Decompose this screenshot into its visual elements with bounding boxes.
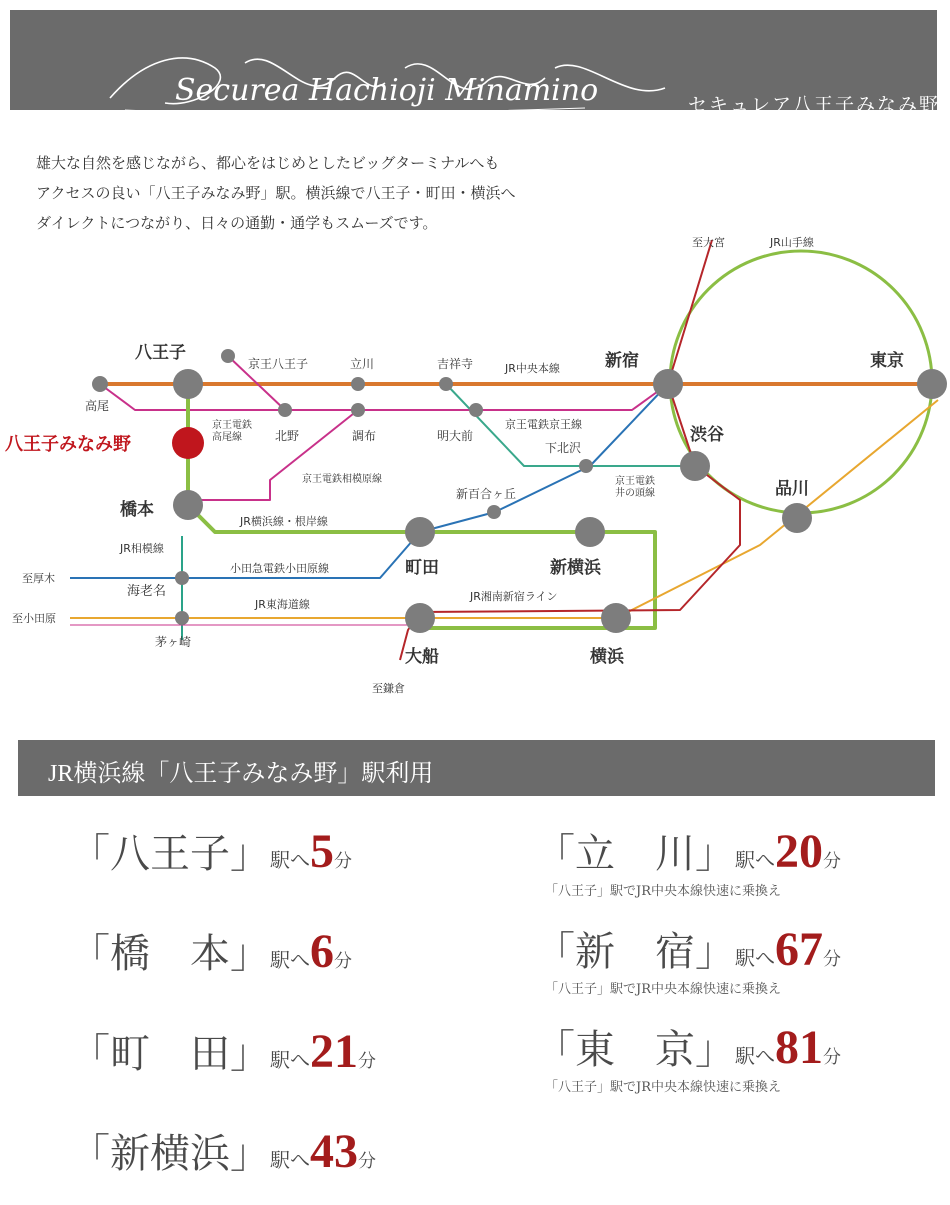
minutes-unit: 分 bbox=[823, 1047, 841, 1068]
label-shinjuku: 新宿 bbox=[605, 351, 639, 371]
label-dir-kamakura: 至鎌倉 bbox=[372, 682, 405, 695]
label-ebina: 海老名 bbox=[127, 584, 167, 599]
chigasaki-station bbox=[175, 611, 189, 625]
machida-station bbox=[405, 517, 435, 547]
label-jr-yokohama: JR横浜線・根岸線 bbox=[240, 515, 328, 528]
minutes-unit: 分 bbox=[358, 1151, 376, 1172]
label-chigasaki: 茅ヶ崎 bbox=[155, 635, 192, 649]
label-meidaimae: 明大前 bbox=[437, 429, 474, 443]
eki-label: 駅へ bbox=[735, 946, 775, 970]
minutes-unit: 分 bbox=[358, 1051, 376, 1072]
hachioji-minamino-station bbox=[172, 427, 204, 459]
label-dir-atsugi: 至厚木 bbox=[22, 572, 55, 585]
chofu-station bbox=[351, 403, 365, 417]
minutes-unit: 分 bbox=[823, 851, 841, 872]
yokohama-station bbox=[601, 603, 631, 633]
shin-yokohama-station bbox=[575, 517, 605, 547]
label-keio-takao: 高尾線 bbox=[212, 432, 242, 443]
label-shinyurigaoka: 新百合ヶ丘 bbox=[456, 487, 517, 501]
station-name: 「新横浜」 bbox=[70, 1131, 270, 1177]
station-name: 「橋 本」 bbox=[70, 931, 270, 977]
intro-line-3: ダイレクトにつながり、日々の通勤・通学もスムーズです。 bbox=[36, 214, 438, 232]
label-tokyo: 東京 bbox=[870, 351, 904, 371]
transfer-note: 「八王子」駅でJR中央本線快速に乗換え bbox=[545, 1080, 781, 1095]
access-item-right-1 bbox=[535, 920, 841, 977]
transfer-note: 「八王子」駅でJR中央本線快速に乗換え bbox=[545, 884, 781, 899]
takao-station bbox=[92, 376, 108, 392]
label-odakyu: 小田急電鉄小田原線 bbox=[230, 562, 329, 575]
route-map bbox=[0, 220, 950, 700]
eki-label: 駅へ bbox=[270, 948, 310, 972]
eki-label: 駅へ bbox=[270, 848, 310, 872]
label-keio-keio: 京王電鉄京王線 bbox=[505, 418, 582, 431]
label-hashimoto: 橋本 bbox=[120, 500, 154, 520]
label-jr-shonan: JR湘南新宿ライン bbox=[470, 590, 558, 603]
kitano-station bbox=[278, 403, 292, 417]
label-tachikawa: 立川 bbox=[350, 357, 375, 371]
minutes-value: 43 bbox=[310, 1125, 358, 1178]
title-jp: セキュレア八王子みなみ野 bbox=[688, 94, 941, 116]
access-item-left-2 bbox=[70, 1022, 376, 1079]
label-keio-inokashira: 井の頭線 bbox=[615, 488, 655, 499]
access-item-right-0 bbox=[535, 822, 841, 879]
minutes-unit: 分 bbox=[334, 951, 352, 972]
jr-yokohama-line bbox=[188, 384, 655, 628]
label-hachioji-minamino: 八王子みなみ野 bbox=[5, 434, 131, 455]
label-chofu: 調布 bbox=[352, 429, 377, 443]
shibuya-station bbox=[680, 451, 710, 481]
label-jr-yamanote: JR山手線 bbox=[770, 236, 814, 249]
minutes-value: 67 bbox=[775, 923, 823, 976]
transfer-note: 「八王子」駅でJR中央本線快速に乗換え bbox=[545, 982, 781, 997]
ebina-station bbox=[175, 571, 189, 585]
eki-label: 駅へ bbox=[270, 1048, 310, 1072]
label-keio-sagamihara: 京王電鉄相模原線 bbox=[302, 474, 382, 485]
script-logo bbox=[105, 38, 675, 118]
intro-line-2: アクセスの良い「八王子みなみ野」駅。横浜線で八王子・町田・横浜へ bbox=[36, 184, 516, 202]
shinyurigaoka-station bbox=[487, 505, 501, 519]
station-name: 「立 川」 bbox=[535, 831, 735, 877]
label-jr-sagami: JR相模線 bbox=[120, 542, 164, 555]
label-shin-yokohama: 新横浜 bbox=[550, 558, 601, 578]
eki-label: 駅へ bbox=[735, 848, 775, 872]
label-shimokitazawa: 下北沢 bbox=[545, 441, 582, 455]
station-name: 「東 京」 bbox=[535, 1027, 735, 1073]
logo-text: Securea Hachioji Minamino bbox=[175, 73, 599, 108]
label-kichijoji: 吉祥寺 bbox=[437, 357, 474, 371]
minutes-value: 21 bbox=[310, 1025, 358, 1078]
label-dir-omiya: 至大宮 bbox=[692, 236, 725, 249]
label-machida: 町田 bbox=[405, 558, 439, 578]
label-keio-hachioji: 京王八王子 bbox=[248, 357, 309, 371]
station-name: 「町 田」 bbox=[70, 1031, 270, 1077]
station-name: 「新 宿」 bbox=[535, 929, 735, 975]
label-jr-tokaido: JR東海道線 bbox=[255, 598, 310, 611]
label-dir-odawara: 至小田原 bbox=[12, 612, 56, 625]
access-item-left-3 bbox=[70, 1122, 376, 1179]
hachioji-station bbox=[173, 369, 203, 399]
tokyo-station bbox=[917, 369, 947, 399]
label-takao: 高尾 bbox=[85, 399, 110, 413]
access-item-left-1 bbox=[70, 922, 352, 979]
label-keio-inokashira: 京王電鉄 bbox=[615, 476, 655, 487]
shimokitazawa-station bbox=[579, 459, 593, 473]
access-title: JR横浜線「八王子みなみ野」駅利用 bbox=[48, 761, 434, 787]
access-title-bar bbox=[18, 740, 935, 796]
label-ofuna: 大船 bbox=[405, 647, 439, 667]
keio-hachioji-station bbox=[221, 349, 235, 363]
hashimoto-station bbox=[173, 490, 203, 520]
minutes-value: 81 bbox=[775, 1021, 823, 1074]
ofuna-station bbox=[405, 603, 435, 633]
label-kitano: 北野 bbox=[275, 429, 300, 443]
header-banner bbox=[10, 10, 941, 116]
label-keio-takao: 京王電鉄 bbox=[212, 420, 252, 431]
label-jr-chuo: JR中央本線 bbox=[505, 362, 560, 375]
minutes-unit: 分 bbox=[823, 949, 841, 970]
eki-label: 駅へ bbox=[270, 1148, 310, 1172]
shinagawa-station bbox=[782, 503, 812, 533]
minutes-value: 6 bbox=[310, 925, 334, 978]
access-item-left-0 bbox=[70, 822, 352, 879]
shinjuku-station bbox=[653, 369, 683, 399]
eki-label: 駅へ bbox=[735, 1044, 775, 1068]
minutes-unit: 分 bbox=[334, 851, 352, 872]
minutes-value: 5 bbox=[310, 825, 334, 878]
label-hachioji: 八王子 bbox=[135, 343, 186, 363]
minutes-value: 20 bbox=[775, 825, 823, 878]
station-name: 「八王子」 bbox=[70, 831, 270, 877]
intro-line-1: 雄大な自然を感じながら、都心をはじめとしたビッグターミナルへも bbox=[36, 154, 500, 172]
label-shibuya: 渋谷 bbox=[690, 425, 724, 445]
label-shinagawa: 品川 bbox=[775, 479, 809, 499]
meidaimae-station bbox=[469, 403, 483, 417]
label-yokohama: 横浜 bbox=[590, 647, 624, 667]
kichijoji-station bbox=[439, 377, 453, 391]
access-item-right-2 bbox=[535, 1018, 841, 1075]
tachikawa-station bbox=[351, 377, 365, 391]
